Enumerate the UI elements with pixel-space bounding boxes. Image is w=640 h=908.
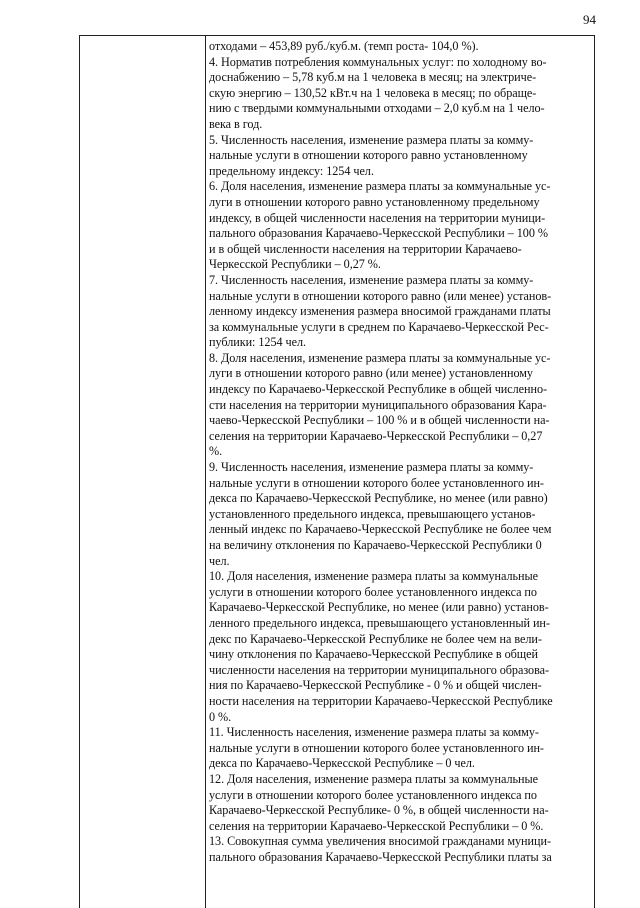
text-line: численности населения на территории муниципального образова- (209, 662, 549, 677)
page-number: 94 (583, 12, 596, 27)
text-line: отходами – 453,89 руб./куб.м. (темп роста- 104,0 %). (209, 39, 479, 53)
text-line: и в общей численности населения на территории Карачаево- (209, 241, 522, 256)
text-line: услуги в отношении которого более установленного индекса по (209, 584, 537, 599)
text-line: нальные услуги в отношении которого более установленного ин- (209, 475, 544, 490)
text-line: нальные услуги в отношении которого равно установленному (209, 148, 528, 163)
text-line: пального образования Карачаево-Черкесской Республики платы за (209, 849, 552, 864)
text-line: Карачаево-Черкесской Республике- 0 %, в общей численности на- (209, 803, 549, 818)
text-line: ленному индексу изменения размера вносимой гражданами платы (209, 304, 551, 319)
table-left-cell (80, 36, 206, 908)
text-line: нию с твердыми коммунальными отходами – 2,0 куб.м на 1 чело- (209, 101, 545, 116)
text-line: нальные услуги в отношении которого равно (или менее) установ- (209, 288, 552, 303)
text-line: 11. Численность населения, изменение размера платы за комму- (209, 725, 539, 740)
text-line: 5. Численность населения, изменение размера платы за комму- (209, 132, 534, 147)
text-line: услуги в отношении которого более установленного индекса по (209, 787, 537, 802)
text-line: 10. Доля населения, изменение размера платы за коммунальные (209, 569, 538, 584)
text-line: на величину отклонения по Карачаево-Черкесской Республики 0 (209, 538, 542, 552)
text-line: Карачаево-Черкесской Республике, но менее (или равно) установ- (209, 600, 549, 615)
text-line: чел. (209, 553, 230, 568)
table-text-cell (206, 36, 594, 908)
text-line: селения на территории Карачаево-Черкесской Республики – 0,27 (209, 428, 543, 443)
text-line: ния по Карачаево-Черкесской Республике - 0 % и общей числен- (209, 678, 542, 693)
text-line: 6. Доля населения, изменение размера платы за коммунальные ус- (209, 179, 551, 194)
text-line: ности населения на территории Карачаево-Черкесской Республике (209, 693, 553, 708)
text-line: публики: 1254 чел. (209, 335, 307, 350)
text-line: 13. Совокупная сумма увеличения вносимой гражданами муници- (209, 834, 551, 849)
text-line: индексу, в общей численности населения на территории муници- (209, 210, 546, 225)
text-line: декса по Карачаево-Черкесской Республике, но менее (или равно) (209, 491, 548, 506)
text-line: декс по Карачаево-Черкесской Республике не более чем на вели- (209, 631, 542, 646)
text-line: чаево-Черкесской Республики – 100 % и в общей численности на- (209, 413, 550, 428)
text-line: ленного предельного индекса, превышающего установленный ин- (209, 615, 550, 630)
text-line: доснабжению – 5,78 куб.м на 1 человека в месяц; на электриче- (209, 70, 537, 85)
text-line: %. (209, 444, 223, 459)
text-line: Черкесской Республики – 0,27 %. (209, 257, 381, 272)
text-line: 4. Норматив потребления коммунальных услуг: по холодному во- (209, 54, 547, 69)
text-line: 7. Численность населения, изменение размера платы за комму- (209, 272, 534, 287)
text-line: века в год. (209, 116, 263, 131)
text-line: за коммунальные услуги в среднем по Карачаево-Черкесской Рес- (209, 319, 549, 334)
text-line: 9. Численность населения, изменение размера платы за комму- (209, 460, 534, 475)
text-line: предельному индексу: 1254 чел. (209, 163, 374, 178)
text-line: 8. Доля населения, изменение размера платы за коммунальные ус- (209, 350, 551, 365)
text-line: 12. Доля населения, изменение размера платы за коммунальные (209, 771, 538, 786)
text-line: луги в отношении которого равно (или менее) установленному (209, 366, 533, 381)
text-line: луги в отношении которого равно установленному предельному (209, 194, 540, 209)
text-line: пального образования Карачаево-Черкесской Республики – 100 % (209, 226, 548, 241)
text-line: сти населения на территории муниципального образования Кара- (209, 397, 547, 412)
text-line: селения на территории Карачаево-Черкесской Республики – 0 %. (209, 818, 544, 833)
text-line: чину отклонения по Карачаево-Черкесской Республике в общей (209, 647, 538, 662)
text-line: индексу по Карачаево-Черкесской Республике в общей численно- (209, 382, 548, 397)
text-line: ленный индекс по Карачаево-Черкесской Республике не более чем (209, 522, 552, 537)
text-line: нальные услуги в отношении которого более установленного ин- (209, 740, 544, 755)
text-line: 0 %. (209, 709, 232, 724)
document-table (79, 35, 595, 908)
text-line: установленного предельного индекса, превышающего установ- (209, 506, 536, 521)
text-line: декса по Карачаево-Черкесской Республике – 0 чел. (209, 756, 475, 771)
text-line: скую энергию – 130,52 кВт.ч на 1 человека в месяц; по обраще- (209, 85, 537, 100)
